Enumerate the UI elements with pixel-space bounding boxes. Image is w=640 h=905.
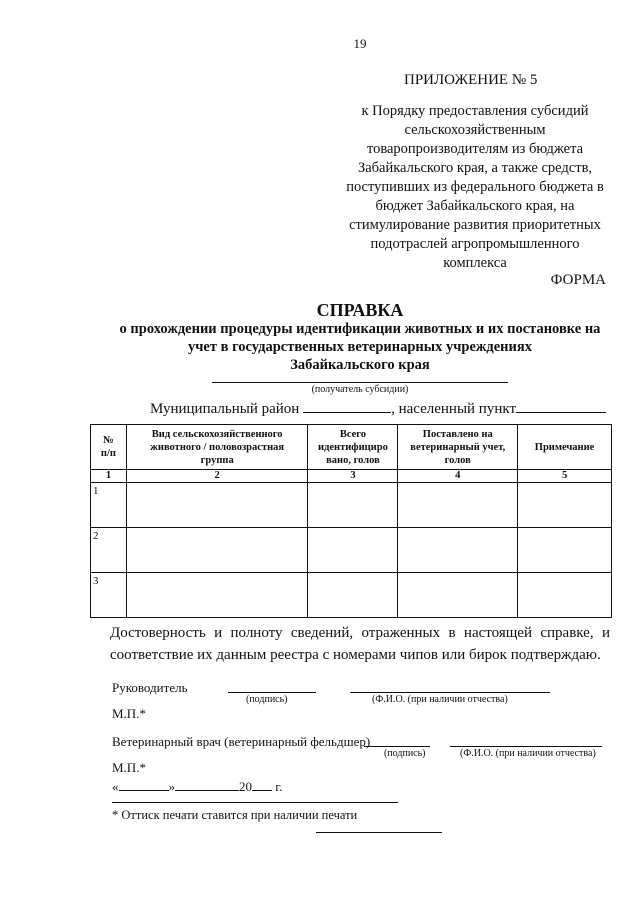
row-number: 3 [91, 573, 127, 618]
vet-label: Ветеринарный врач (ветеринарный фельдшер) [112, 734, 371, 749]
column-number: 1 [91, 470, 127, 483]
cell-animal[interactable] [126, 528, 308, 573]
document-title: СПРАВКА [316, 300, 404, 320]
cell-note[interactable] [518, 483, 612, 528]
column-number: 4 [398, 470, 518, 483]
table-row [91, 573, 612, 618]
appendix-line: к Порядку предоставления субсидий [361, 103, 589, 119]
cell-registered[interactable] [398, 573, 518, 618]
subtitle-line: о прохождении процедуры идентификации животных и их постановке на [119, 321, 601, 337]
subtitle-line: учет в государственных ветеринарных учреждениях [188, 339, 532, 355]
column-number: 2 [126, 470, 308, 483]
date-year-field[interactable] [252, 778, 272, 791]
cell-total[interactable] [308, 483, 398, 528]
recipient-caption: (получатель субсидии) [311, 384, 409, 395]
identification-table [90, 424, 612, 618]
signature-caption: (подпись) [246, 694, 288, 705]
appendix-line: Забайкальского края, а также средств, [357, 160, 593, 176]
header-total-identified: Всего идентифициро вано, голов [308, 425, 398, 470]
municipal-field[interactable] [303, 398, 391, 413]
cell-animal[interactable] [126, 573, 308, 618]
document-subtitle [110, 320, 610, 374]
confirmation-text: Достоверность и полноту сведений, отраженных в настоящей справке, и соответствие их данным реестра с номерами чипов или бирок подтверждаю. [110, 625, 610, 663]
municipal-label: Муниципальный район [150, 401, 300, 417]
settlement-field[interactable] [516, 398, 606, 413]
appendix-line: стимулирование развития приоритетных [349, 217, 601, 233]
date-suffix: г. [275, 779, 283, 794]
table-row [91, 483, 612, 528]
vet-signature-line[interactable] [364, 746, 430, 747]
date-year-prefix: 20 [239, 779, 252, 794]
cell-registered[interactable] [398, 528, 518, 573]
appendix-title: ПРИЛОЖЕНИЕ № 5 [404, 72, 538, 88]
recipient-line[interactable] [212, 382, 508, 383]
vet-name-line[interactable] [450, 746, 602, 747]
cell-animal[interactable] [126, 483, 308, 528]
table-row [91, 528, 612, 573]
date-open-quote: « [112, 779, 119, 794]
vet-signature-caption: (подпись) [384, 748, 426, 759]
date-month-field[interactable] [175, 778, 239, 791]
stamp-label: М.П.* [112, 706, 146, 721]
column-number-row [91, 470, 612, 483]
date-row [112, 778, 282, 795]
appendix-line: комплекса [443, 255, 507, 271]
cell-note[interactable] [518, 528, 612, 573]
cell-registered[interactable] [398, 483, 518, 528]
appendix-line: поступивших из федерального бюджета в [346, 179, 604, 195]
footnote: * Оттиск печати ставится при наличии печати [112, 808, 358, 822]
column-number: 3 [308, 470, 398, 483]
date-day-field[interactable] [119, 778, 169, 791]
header-registered: Поставлено на ветеринарный учет, голов [398, 425, 518, 470]
cell-note[interactable] [518, 573, 612, 618]
cell-total[interactable] [308, 573, 398, 618]
vet-name-caption: (Ф.И.О. (при наличии отчества) [460, 748, 596, 759]
header-number: № п/п [91, 425, 127, 470]
date-close-quote: » [168, 779, 175, 794]
cell-total[interactable] [308, 528, 398, 573]
header-note: Примечание [518, 425, 612, 470]
appendix-line: товаропроизводителям из бюджета [366, 141, 584, 157]
column-number: 5 [518, 470, 612, 483]
appendix-text [330, 102, 620, 273]
row-number: 2 [91, 528, 127, 573]
form-label: ФОРМА [550, 272, 606, 288]
page-number: 19 [353, 36, 367, 51]
subtitle-line: Забайкальского края [290, 357, 430, 373]
head-label: Руководитель [112, 680, 188, 695]
appendix-line: бюджет Забайкальского края, на [375, 198, 575, 214]
name-caption: (Ф.И.О. (при наличии отчества) [372, 694, 508, 705]
head-name-line[interactable] [350, 692, 550, 693]
header-animal-type: Вид сельскохозяйственного животного / половозрастная группа [126, 425, 308, 470]
footnote-separator [112, 802, 398, 803]
row-number: 1 [91, 483, 127, 528]
municipal-row [150, 398, 606, 418]
appendix-line: подотраслей агропромышленного [370, 236, 580, 252]
bottom-rule [316, 832, 442, 833]
settlement-label: , населенный пункт [391, 401, 516, 417]
appendix-line: сельскохозяйственным [404, 122, 546, 138]
stamp-label-2: М.П.* [112, 760, 146, 775]
head-signature-line[interactable] [228, 692, 316, 693]
table-header-row [91, 425, 612, 470]
